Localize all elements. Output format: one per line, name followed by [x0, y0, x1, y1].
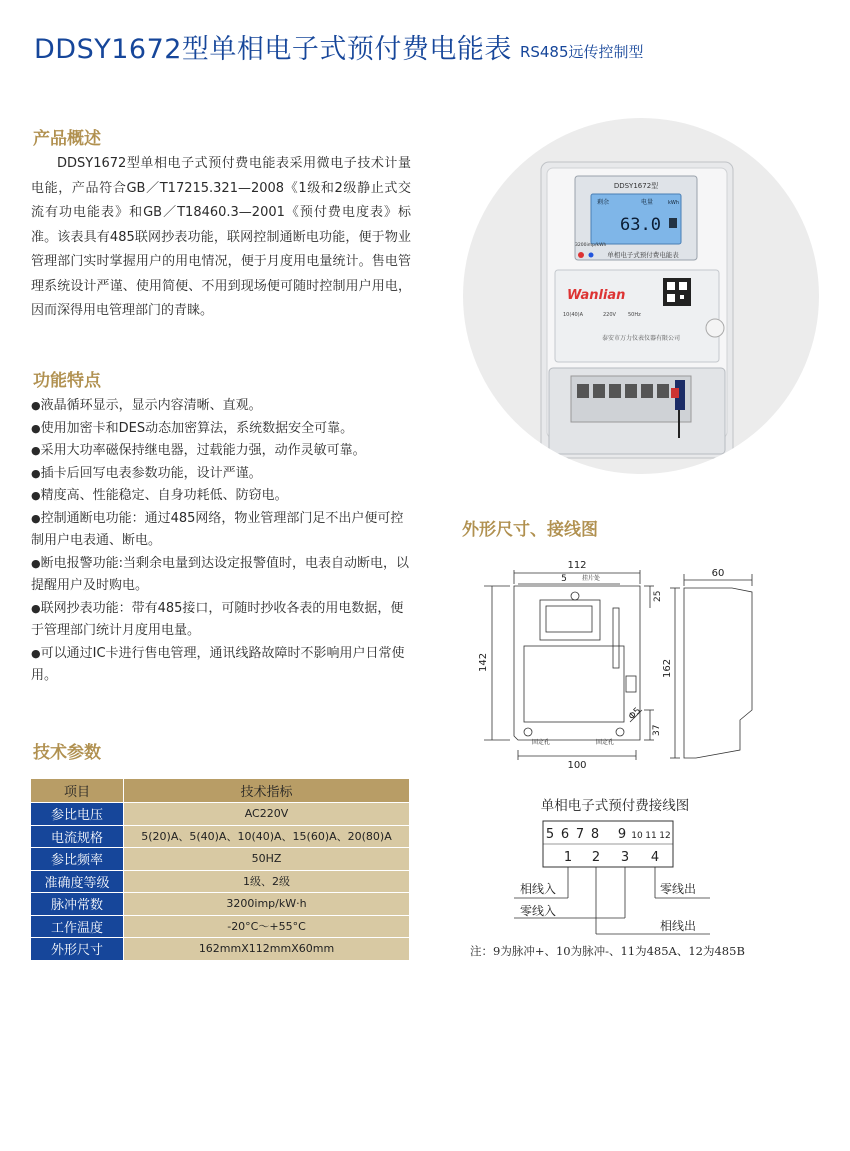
terminal-bottom-3: 3 — [620, 850, 630, 865]
spec-key: 外形尺寸 — [31, 938, 124, 961]
bullet-icon: ● — [31, 646, 41, 660]
feature-item — [31, 463, 416, 486]
features-list — [31, 395, 416, 688]
spec-key: 电流规格 — [31, 825, 124, 848]
bullet-icon: ● — [31, 601, 41, 615]
terminal-top-8: 8 — [590, 827, 600, 842]
dim-height: 142 — [478, 652, 489, 672]
page-title — [34, 26, 644, 66]
dim-width-top: 112 — [567, 560, 587, 571]
terminal-bottom-2: 2 — [591, 850, 601, 865]
lcd-value: 63.0 — [620, 215, 661, 235]
dim-25: 25 — [653, 590, 663, 602]
spec-row — [31, 803, 409, 826]
feature-text: 采用大功率磁保持继电器，过载能力强，动作灵敏可靠。 — [40, 443, 366, 458]
product-title: DDSY1672型单相电子式预付费电能表 — [34, 34, 512, 65]
neutral-out-label: 零线出 — [660, 882, 697, 896]
feature-item — [31, 485, 416, 508]
spec-key: 参比频率 — [31, 848, 124, 871]
bullet-icon: ● — [31, 466, 41, 480]
terminal-top-5: 5 — [545, 827, 555, 842]
spec-row — [31, 938, 409, 961]
terminal-top-7: 7 — [575, 827, 585, 842]
terminal-top-10: 10 — [631, 831, 643, 841]
dim-hang-label: 挂片处 — [582, 575, 601, 582]
spec-value: 1级、2级 — [124, 870, 410, 893]
rating-frequency: 50Hz — [628, 312, 641, 318]
dim-offset: 5 — [561, 574, 567, 584]
dimension-drawing — [470, 560, 770, 775]
meter-photo — [463, 118, 819, 474]
feature-text: 可以通过IC卡进行售电管理，通讯线路故障时不影响用户日常使用。 — [31, 645, 405, 683]
rating-current: 10(40)A — [563, 312, 584, 318]
features-heading: 功能特点 — [33, 371, 101, 391]
feature-text: 使用加密卡和DES动态加密算法，系统数据安全可靠。 — [40, 420, 354, 436]
product-subtitle: RS485远传控制型 — [519, 43, 644, 61]
spec-value: 3200imp/kW·h — [124, 893, 410, 916]
feature-text: 精度高、性能稳定、自身功耗低、防窃电。 — [40, 488, 288, 503]
feature-text: 液晶循环显示，显示内容清晰、直观。 — [40, 398, 262, 413]
bullet-icon: ● — [31, 489, 41, 502]
terminal-top-6: 6 — [560, 827, 570, 842]
specs-table — [31, 779, 409, 961]
terminal-top-9: 9 — [617, 827, 627, 842]
spec-row — [31, 848, 409, 871]
feature-item — [31, 553, 416, 598]
neutral-in-label: 零线入 — [520, 904, 557, 918]
bullet-icon: ● — [31, 556, 41, 570]
lcd-unit: kWh — [668, 200, 680, 206]
dim-hole: Φ5 — [627, 705, 644, 723]
phase-out-label: 相线出 — [660, 919, 697, 933]
rating-voltage: 220V — [603, 312, 616, 318]
terminal-top-11: 11 — [645, 831, 657, 841]
phase-in-label: 相线入 — [520, 882, 557, 896]
spec-key: 工作温度 — [31, 915, 124, 938]
spec-value: 162mmX112mmX60mm — [124, 938, 410, 961]
specs-header-key: 项目 — [31, 779, 124, 803]
feature-item — [31, 418, 416, 441]
dim-total-height: 162 — [662, 658, 673, 678]
spec-row — [31, 870, 409, 893]
feature-item — [31, 508, 416, 553]
meter-illustration — [463, 118, 819, 474]
dimensions-heading: 外形尺寸、接线图 — [462, 520, 598, 540]
spec-value: -20°C～+55°C — [124, 915, 410, 938]
pulse-label: 3200imp/kWh — [575, 243, 607, 248]
overview-text: DDSY1672型单相电子式预付费电能表采用微电子技术计量电能，产品符合GB／T17215.321—2008《1级和2级静止式交流有功电能表》和GB／T18460.3—2001《预付费电度表》标准。该表具有485联网抄表功能，联网控制通断电功能，便于物业管理部门实时掌握用户的用电情况，便于月度用电量统计。售电管理系统设计严谨、使用简便、不用到现场便可随时控制用户用电，因而深得用电管理部门的青睐。 — [31, 156, 411, 318]
wiring-diagram — [470, 794, 790, 939]
dim-fix-hole-right: 固定孔 — [596, 739, 615, 746]
terminal-top-12: 12 — [659, 831, 671, 841]
feature-item — [31, 440, 416, 463]
meter-model: DDSY1672型 — [613, 182, 659, 190]
spec-row — [31, 893, 409, 916]
feature-text: 插卡后回写电表参数功能，设计严谨。 — [40, 465, 262, 481]
spec-key: 准确度等级 — [31, 870, 124, 893]
feature-text: 断电报警功能:当剩余电量到达设定报警值时，电表自动断电，以提醒用户及时购电。 — [31, 555, 409, 593]
specs-header-value: 技术指标 — [124, 779, 410, 803]
bullet-icon: ● — [31, 511, 41, 525]
meter-nameplate: 单相电子式预付费电能表 — [607, 251, 679, 259]
lcd-right: 电量 — [641, 199, 654, 206]
meter-maker: 泰安市万力仪表仪器有限公司 — [601, 335, 681, 342]
bullet-icon: ● — [31, 399, 41, 412]
feature-item — [31, 395, 416, 418]
overview-heading: 产品概述 — [33, 129, 101, 149]
dim-fix-hole-left: 固定孔 — [532, 739, 551, 746]
terminal-bottom-4: 4 — [650, 850, 660, 865]
brand-logo: Wanlian — [567, 288, 626, 303]
feature-item — [31, 643, 416, 688]
terminal-bottom-1: 1 — [563, 850, 573, 865]
dim-37: 37 — [652, 724, 662, 736]
spec-row — [31, 915, 409, 938]
spec-value: 5(20)A、5(40)A、10(40)A、15(60)A、20(80)A — [124, 825, 410, 848]
feature-text: 联网抄表功能：带有485接口，可随时抄收各表的用电数据，便于管理部门统计月度用电量。 — [31, 600, 404, 638]
spec-row — [31, 825, 409, 848]
wiring-note: 注：9为脉冲+、10为脉冲-、11为485A、12为485B — [470, 944, 745, 958]
bullet-icon: ● — [31, 444, 41, 457]
specs-header-row — [31, 779, 409, 803]
feature-item — [31, 598, 416, 643]
bullet-icon: ● — [31, 421, 41, 435]
specs-heading: 技术参数 — [33, 743, 101, 763]
spec-key: 脉冲常数 — [31, 893, 124, 916]
spec-value: 50HZ — [124, 848, 410, 871]
wiring-title: 单相电子式预付费接线图 — [540, 798, 690, 814]
spec-key: 参比电压 — [31, 803, 124, 826]
feature-text: 控制通断电功能：通过485网络，物业管理部门足不出户便可控制用户电表通、断电。 — [31, 510, 404, 548]
spec-value: AC220V — [124, 803, 410, 826]
dim-depth: 60 — [711, 568, 725, 579]
lcd-left: 剩余 — [597, 199, 610, 206]
dim-width-bottom: 100 — [567, 760, 587, 771]
